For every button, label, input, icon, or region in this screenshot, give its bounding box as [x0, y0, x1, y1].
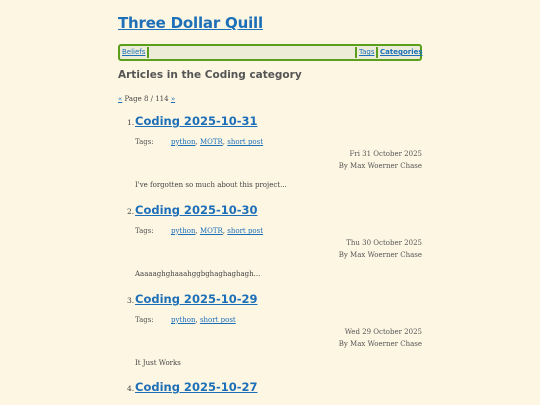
article-title-link[interactable]: Coding 2025-10-30 — [135, 203, 258, 217]
tag-link[interactable]: python — [171, 316, 196, 324]
site-title-link[interactable]: Three Dollar Quill — [118, 14, 263, 32]
nav-tags-link[interactable]: Tags — [359, 48, 375, 56]
nav-categories-link[interactable]: Categories — [380, 48, 423, 56]
nav-separator — [147, 47, 149, 58]
prev-page-link[interactable]: « — [118, 95, 123, 103]
tags-label: Tags: — [135, 316, 154, 324]
tag-link[interactable]: short post — [227, 227, 264, 235]
article-author: By Max Woerner Chase — [338, 340, 422, 348]
category-heading: Articles in the Coding category — [118, 69, 302, 81]
nav-separator — [355, 47, 357, 58]
article-number: 4. — [127, 384, 135, 393]
article-item — [118, 203, 422, 283]
article-author: By Max Woerner Chase — [338, 162, 422, 170]
article-item — [118, 292, 422, 372]
article-title-link[interactable]: Coding 2025-10-31 — [135, 114, 258, 128]
tags-label: Tags: — [135, 138, 154, 146]
article-author: By Max Woerner Chase — [338, 251, 422, 259]
nav-bar — [118, 44, 422, 61]
article-title-link[interactable]: Coding 2025-10-29 — [135, 292, 258, 306]
page-indicator: Page 8 / 114 — [124, 95, 169, 103]
article-summary: Aaaaaghghaaahggbghaghaghagh... — [135, 270, 261, 278]
article-item — [118, 380, 422, 400]
pagination — [118, 95, 175, 103]
tag-link[interactable]: MOTR — [199, 138, 223, 146]
article-tags: python, short post — [171, 316, 236, 324]
next-page-link[interactable]: » — [170, 95, 176, 103]
nav-separator — [376, 47, 378, 58]
article-summary: I've forgotten so much about this project... — [135, 181, 287, 189]
article-date: Wed 29 October 2025 — [344, 328, 422, 336]
tag-link[interactable]: short post — [199, 316, 236, 324]
tag-link[interactable]: python — [171, 138, 196, 146]
article-date: Thu 30 October 2025 — [346, 239, 422, 247]
article-number: 2. — [127, 207, 135, 216]
article-date: Fri 31 October 2025 — [349, 150, 422, 158]
article-summary: It Just Works — [135, 359, 181, 367]
tag-link[interactable]: short post — [227, 138, 264, 146]
article-number: 3. — [127, 296, 135, 305]
tag-link[interactable]: MOTR — [199, 227, 223, 235]
tags-label: Tags: — [135, 227, 154, 235]
article-title-link[interactable]: Coding 2025-10-27 — [135, 380, 258, 394]
article-item — [118, 114, 422, 194]
article-tags: python, MOTR, short post — [171, 227, 264, 235]
nav-beliefs-link[interactable]: Beliefs — [122, 48, 146, 56]
article-tags: python, MOTR, short post — [171, 138, 264, 146]
article-number: 1. — [127, 118, 135, 127]
tag-link[interactable]: python — [171, 227, 196, 235]
